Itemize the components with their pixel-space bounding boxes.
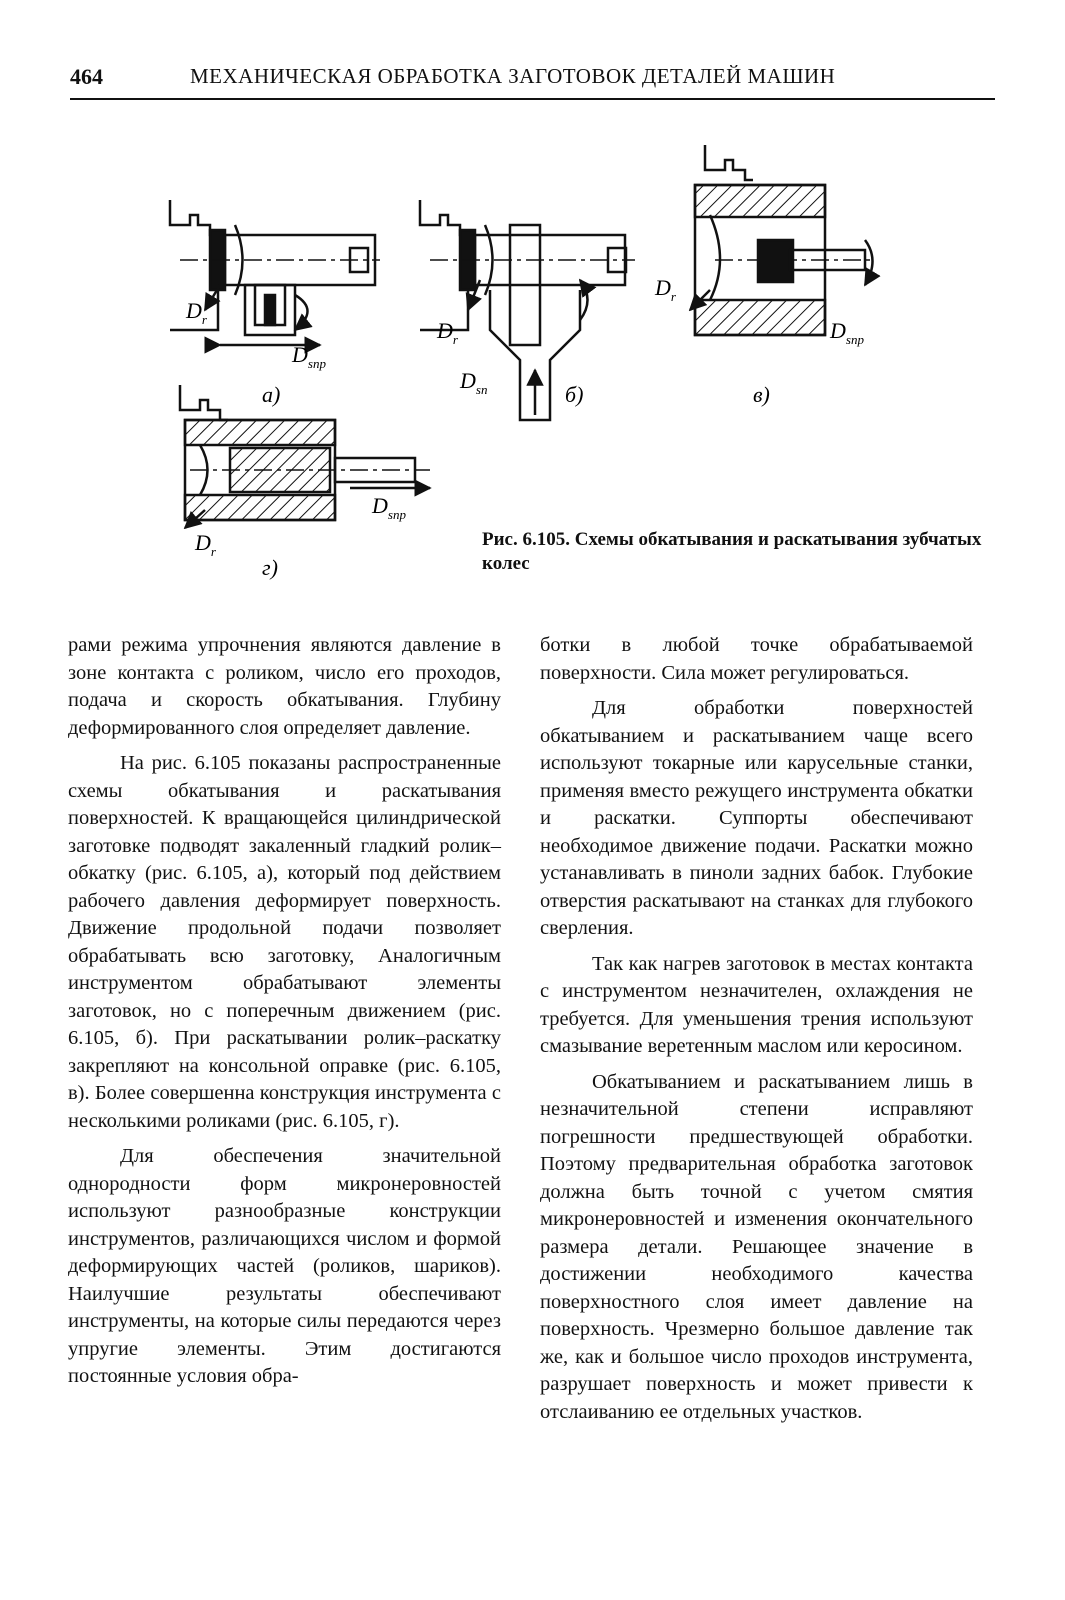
label-g: г) [262, 555, 278, 580]
paragraph: Для обеспечения значительной однородности форм микронеровностей используют разнообразные конструкции инструментов, различающихся числом и формой деформирующих частей (роликов, шариков). Наилучшие результаты обеспечивают инструменты, на которые силы передаются через упругие элементы. Этим достигаются постоянные условия обра- [68, 1145, 501, 1387]
page-number: 464 [70, 64, 103, 89]
label-dr-v: $D_r$ [655, 275, 676, 304]
running-title: МЕХАНИЧЕСКАЯ ОБРАБОТКА ЗАГОТОВОК ДЕТАЛЕЙ МАШИН [190, 64, 836, 88]
label-v: в) [753, 382, 770, 407]
label-ds-g: $D_{sпр}$ [372, 493, 406, 522]
figure-caption: Рис. 6.105. Схемы обкатывания и раскатывания зубчатых колес [482, 529, 982, 574]
label-dr-b: $D_r$ [437, 318, 458, 347]
paragraph: ботки в любой точке обрабатываемой поверхности. Сила может регулироваться. [540, 634, 973, 684]
paragraph: рами режима упрочнения являются давление в зоне контакта с роликом, число его проходов, подача и скорость обкатывания. Глубину деформированного слоя определяет давление. [68, 634, 501, 739]
label-b: б) [565, 382, 584, 407]
label-ds-v: $D_{sпр}$ [830, 318, 864, 347]
figure-6-105 [150, 130, 910, 590]
label-dr-a: $D_r$ [186, 298, 207, 327]
technical-drawing [150, 130, 910, 590]
paragraph: Для обработки поверхностей обкатыванием и раскатыванием чаще всего используют токарные или карусельные станки, применяя вместо режущего инструмента обкатки и раскатки. Суппорты обеспечивают необходимое движение подачи. Раскатки можно устанавливать в пиноли задних бабок. Глубокие отверстия раскатывают на станках для глубокого сверления. [540, 697, 973, 939]
label-a: а) [262, 382, 281, 407]
label-ds-b: $D_{sп}$ [460, 368, 488, 397]
label-dr-g: $D_r$ [195, 530, 216, 559]
text-column-right [540, 632, 973, 1434]
paragraph: Обкатыванием и раскатыванием лишь в незначительной степени исправляют погрешности предшествующей обработки. Поэтому предварительная обработка заготовок должна быть точной с учетом смятия микронеровностей и изменения окончательного размера детали. Решающее значение в достижении необходимого качества поверхностного слоя имеет давление на поверхность. Чрезмерно большое давление так же, как и большое число проходов инструмента, разрушает поверхность и может привести к отслаиванию ее отдельных участков. [540, 1070, 973, 1423]
scheme-v [690, 145, 873, 335]
paragraph: Так как нагрев заготовок в местах контакта с инструментом незначителен, охлаждения не требуется. Для уменьшения трения используют смазывание веретенным маслом или керосином. [540, 952, 973, 1057]
header-rule [70, 98, 995, 100]
scheme-b [420, 200, 635, 420]
paragraph: На рис. 6.105 показаны распространенные схемы обкатывания и раскатывания поверхностей. К вращающейся цилиндрической заготовке подводят закаленный гладкий ролик–обкатку (рис. 6.105, а), который под действием рабочего давления деформирует поверхность. Движение продольной подачи позволяет обрабатывать всю заготовку, Аналогичным инструментом обрабатывают элементы заготовок, но с поперечным движением (рис. 6.105, б). При раскатывании ролик–раскатку закрепляют на консольной оправке (рис. 6.105, в). Более совершенна конструкция инструмента с несколькими роликами (рис. 6.105, г). [68, 752, 501, 1132]
page-header [70, 58, 995, 98]
label-ds-a: $D_{sпр}$ [292, 342, 326, 371]
text-column-left [68, 632, 501, 1399]
